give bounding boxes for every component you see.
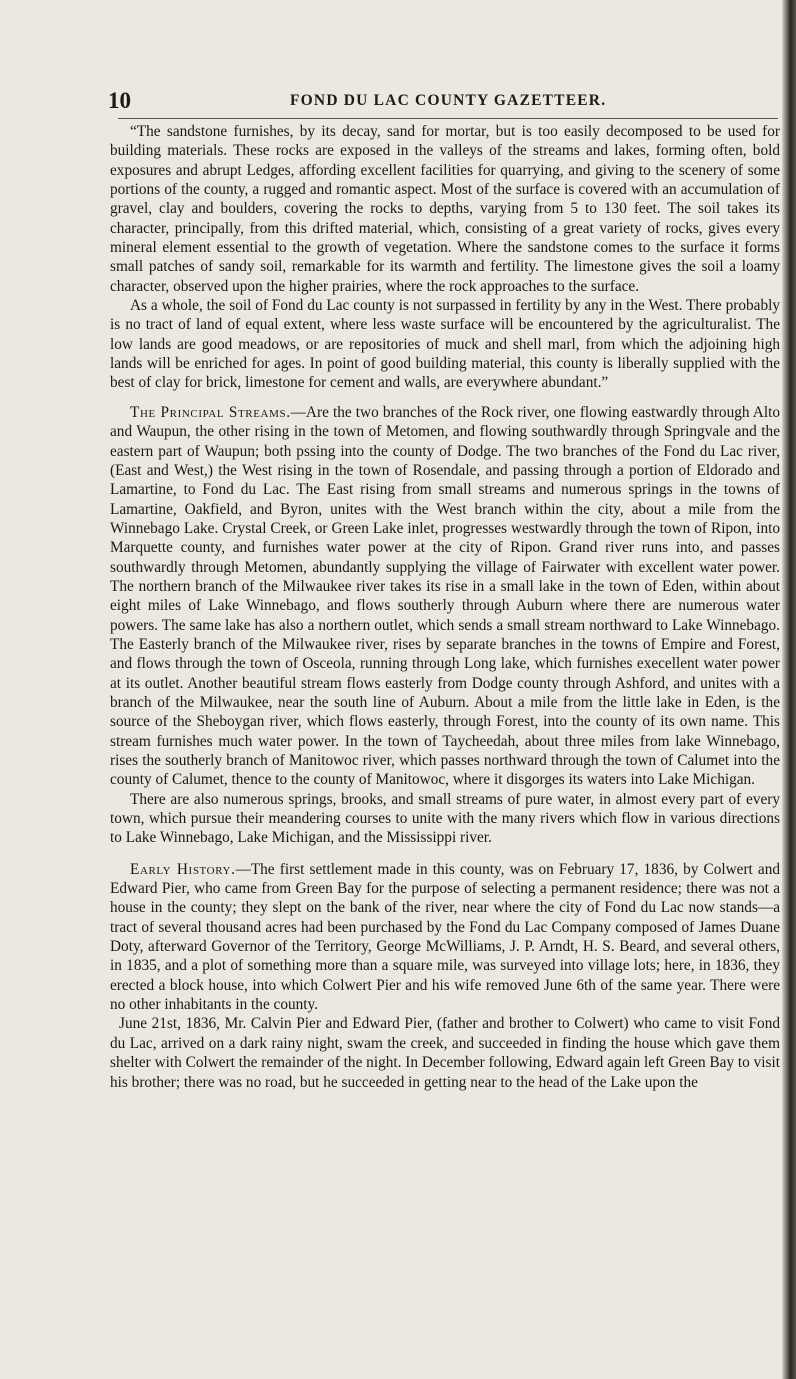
paragraph-principal-streams [110,403,780,790]
paragraph-text: June 21st, 1836, Mr. Calvin Pier and Edward Pier, (father and brother to Colwert) who came to visit Fond du Lac, arrived on a dark rainy night, swam the creek, and succeeded in finding the house which gave them shelter with Colwert the remainder of the night. In December following, Edward again left Green Bay to visit his brother; there was no road, but he succeeded in getting near to the head of the Lake upon the [110,1015,780,1091]
paragraph-soil-quote [110,296,780,393]
page-number: 10 [108,88,131,113]
paragraph-sandstone-quote [110,122,780,296]
paragraph-springs-brooks [110,790,780,848]
paragraph-early-history [110,860,780,1015]
paragraph-text: There are also numerous springs, brooks, and small streams of pure water, in almost every part of every town, which pursue their meandering courses to unite with the many rivers which flow in various directions to Lake Winnebago, Lake Michigan, and the Mississippi river. [110,790,780,847]
section-heading-early-history: Early History. [130,860,236,878]
running-head [108,88,780,120]
section-heading-principal-streams: The Principal Streams. [130,403,291,421]
paragraph-text: “The sandstone furnishes, by its decay, sand for mortar, but is too easily decomposed to be used for building materials. These rocks are exposed in the valleys of the streams and lakes, forming often, bold exposures and abrupt Ledges, affording excellent facilities for quarrying, and giving to the scenery of some portions of the county, a rugged and romantic aspect. Most of the surface is covered with an accumulation of gravel, clay and boulders, covering the rocks to depths, varying from 5 to 130 feet. The soil takes its character, principally, from this drifted material, which, consisting of a great variety of rocks, gives every mineral element essential to the growth of vegetation. Where the sandstone comes to the surface it forms small patches of sandy soil, remarkable for its warmth and fertility. The limestone gives the soil a loamy character, observed upon the higher prairies, where the rock approaches to the surface. [110,123,780,295]
body-text [110,122,780,1092]
page-edge-shadow [782,0,796,1379]
header-rule [118,118,778,119]
running-title: FOND DU LAC COUNTY GAZETTEER. [290,92,607,109]
paragraph-text: As a whole, the soil of Fond du Lac county is not surpassed in fertility by any in the West. There probably is no tract of land of equal extent, where less waste surface will be encountered by the agriculturalist. The low lands are good meadows, or are repositories of muck and shell marl, from which the adjoining high lands will be enriched for ages. In point of good building material, this county is liberally supplied with the best of clay for brick, limestone for cement and walls, are everywhere abundant.” [110,297,780,392]
paragraph-june-1836 [110,1014,780,1091]
paragraph-text: —Are the two branches of the Rock river, one flowing eastwardly through Alto and Waupun, the other rising in the town of Metomen, and flowing southwardly through Springvale and the eastern part of Waupun; both pssing into the county of Dodge. The two branches of the Fond du Lac river, (East and West,) the West rising in the town of Rosendale, and passing through a portion of Eldorado and Lamartine, to Fond du Lac. The East rising from small streams and numerous springs in the towns of Lamartine, Oakfield, and Byron, unites with the West branch within the city, about a mile from the Winnebago Lake. Crystal Creek, or Green Lake inlet, progresses westwardly through the town of Ripon, into Marquette county, and furnishes water power at the city of Ripon. Grand river runs into, and passes southwardly through Metomen, abundantly supplying the village of Fairwater with excellent water power. The northern branch of the Milwaukee river takes its rise in a small lake in the town of Eden, within about eight miles of Lake Winnebago, and flows southerly through Auburn where there are numerous water powers. The same lake has also a northern outlet, which sends a small stream northward to Lake Winnebago. The Easterly branch of the Milwaukee river, rises by separate branches in the towns of Empire and Forest, and flows through the town of Osceola, running through Long lake, which furnishes execellent water power at its outlet. Another beautiful stream flows easterly from Dodge county through Ashford, and unites with a branch of the Milwaukee, near the south line of Auburn. About a mile from the little lake in Eden, is the source of the Sheboygan river, which flows easterly, through Forest, into the county of its own name. This stream furnishes much water power. In the town of Taycheedah, about three miles from lake Winnebago, rises the southerly branch of Manitowoc river, which passes northward through the town of Calumet into the county of Calumet, thence to the county of Manitowoc, where it disgorges its waters into Lake Michigan. [110,403,780,789]
paragraph-text: —The first settlement made in this county, was on February 17, 1836, by Colwert and Edward Pier, who came from Green Bay for the purpose of selecting a permanent residence; there was not a house in the county; they slept on the bank of the river, near where the city of Fond du Lac now stands—a tract of several thousand acres had been purchased by the Fond du Lac Company composed of James Duane Doty, afterward Governor of the Territory, George McWilliams, J. P. Arndt, H. S. Beard, and several others, in 1835, and a plot of something more than a square mile, was surveyed into village lots; here, in 1836, they erected a block house, into which Colwert Pier and his wife removed June 6th of the same year. There were no other inhabitants in the county. [110,860,780,1014]
